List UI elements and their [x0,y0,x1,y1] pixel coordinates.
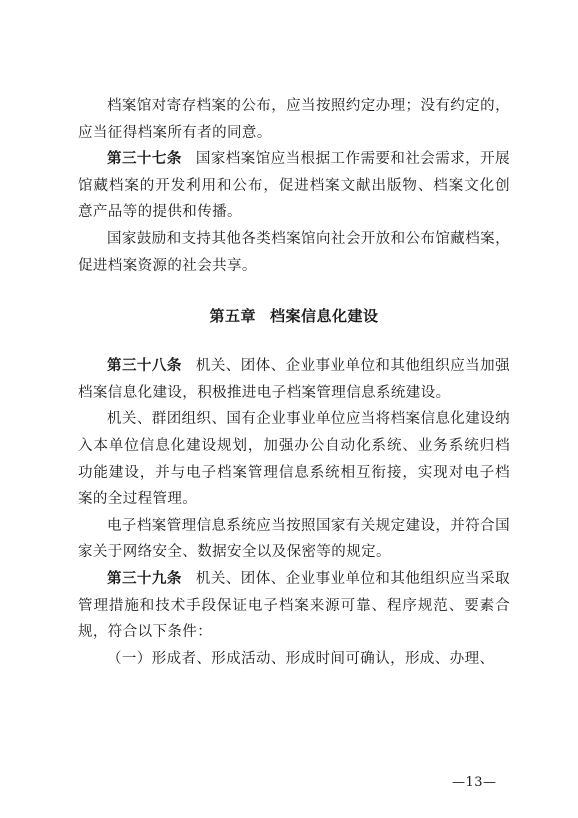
paragraph-text: 国家档案馆应当根据工作需要和社会需求，开展馆藏档案的开发利用和公布，促进档案文献出版物、档案文化创意产品等的提供和传播。 [78,151,510,221]
paragraph [78,93,510,146]
paragraph-text: 国家鼓励和支持其他各类档案馆向社会开放和公布馆藏档案，促进档案资源的社会共享。 [78,230,510,274]
paragraph-text: 机关、团体、企业事业单位和其他组织应当采取管理措施和技术手段保证电子档案来源可靠、程序规范、要素合规，符合以下条件： [78,570,510,641]
article-number: 第三十八条 [107,358,182,375]
article-39-paragraph [78,566,510,646]
article-number: 第三十九条 [107,570,182,587]
paragraph [78,406,510,512]
page-body [78,93,510,672]
page-number: —13— [452,775,497,790]
paragraph-text: 机关、团体、企业事业单位和其他组织应当加强档案信息化建设，积极推进电子档案管理信息系统建设。 [78,358,510,401]
chapter-title-text: 档案信息化建设 [270,307,379,326]
paragraph-text: 机关、群团组织、国有企业事业单位应当将档案信息化建设纳入本单位信息化建设规划，加强办公自动化系统、业务系统归档功能建设，并与电子档案管理信息系统相互衔接，实现对电子档案的全过程管理。 [78,411,510,508]
paragraph [78,513,510,566]
list-item-paragraph [78,646,510,673]
article-37-paragraph [78,146,510,226]
article-number: 第三十七条 [107,151,182,168]
paragraph-text: 档案馆对寄存档案的公布，应当按照约定办理；没有约定的，应当征得档案所有者的同意。 [78,98,510,141]
chapter-number: 第五章 [209,307,256,326]
paragraph-text: （一）形成者、形成活动、形成时间可确认，形成、办理、 [107,650,495,667]
paragraph [78,226,510,279]
paragraph-text: 电子档案管理信息系统应当按照国家有关规定建设，并符合国家关于网络安全、数据安全以及保密等的规定。 [78,517,510,561]
chapter-heading [78,303,510,329]
article-38-paragraph [78,353,510,406]
